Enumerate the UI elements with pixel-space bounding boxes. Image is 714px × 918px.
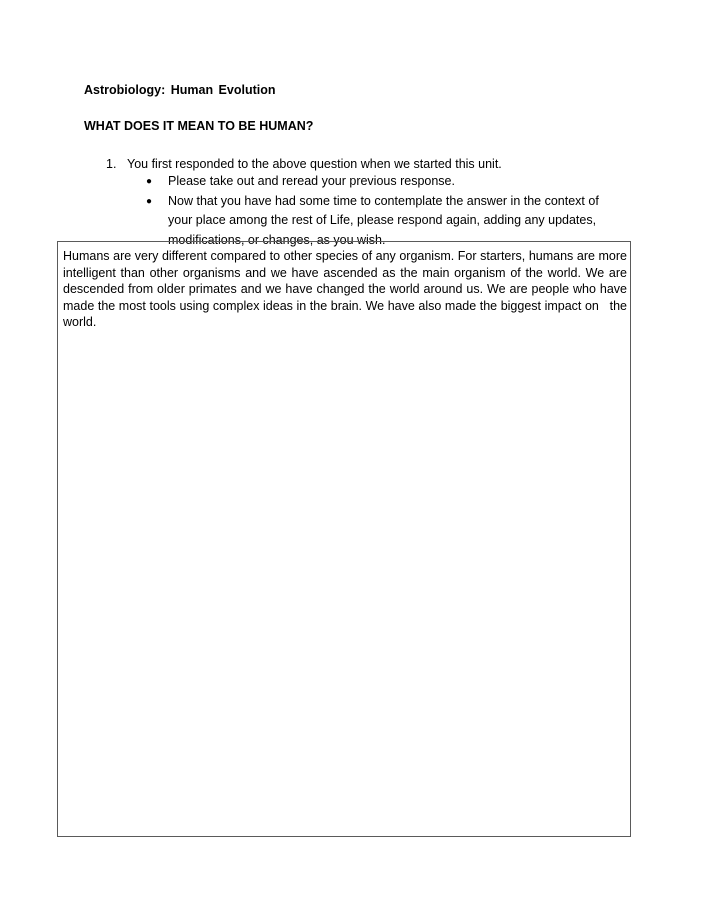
question-number: 1. — [106, 157, 117, 171]
instruction-bullet-list — [146, 172, 626, 250]
bullet-icon: ● — [146, 176, 153, 187]
section-heading: WHAT DOES IT MEAN TO BE HUMAN? — [84, 119, 314, 133]
instruction-bullet-text: Now that you have had some time to contemplate the answer in the context of your place among the rest of Life, please respond again, adding any updates, modifications, or changes, as you wish. — [168, 193, 599, 247]
document-title: Astrobiology: Human Evolution — [84, 83, 276, 97]
instruction-bullet-text: Please take out and reread your previous response. — [168, 174, 455, 188]
response-text[interactable]: Humans are very different compared to other species of any organism. For starters, humans are more intelligent than other organisms and we have ascended as the main organism of the world. We are descended from older primates and we have changed the world around us. We are people who have made the most tools using complex ideas in the brain. We have also made the biggest impact on the world. — [63, 249, 634, 329]
question-text: You first responded to the above question when we started this unit. — [127, 157, 502, 171]
instruction-bullet-item — [146, 172, 626, 192]
response-text-box[interactable] — [57, 241, 634, 837]
bullet-icon: ● — [146, 195, 153, 207]
